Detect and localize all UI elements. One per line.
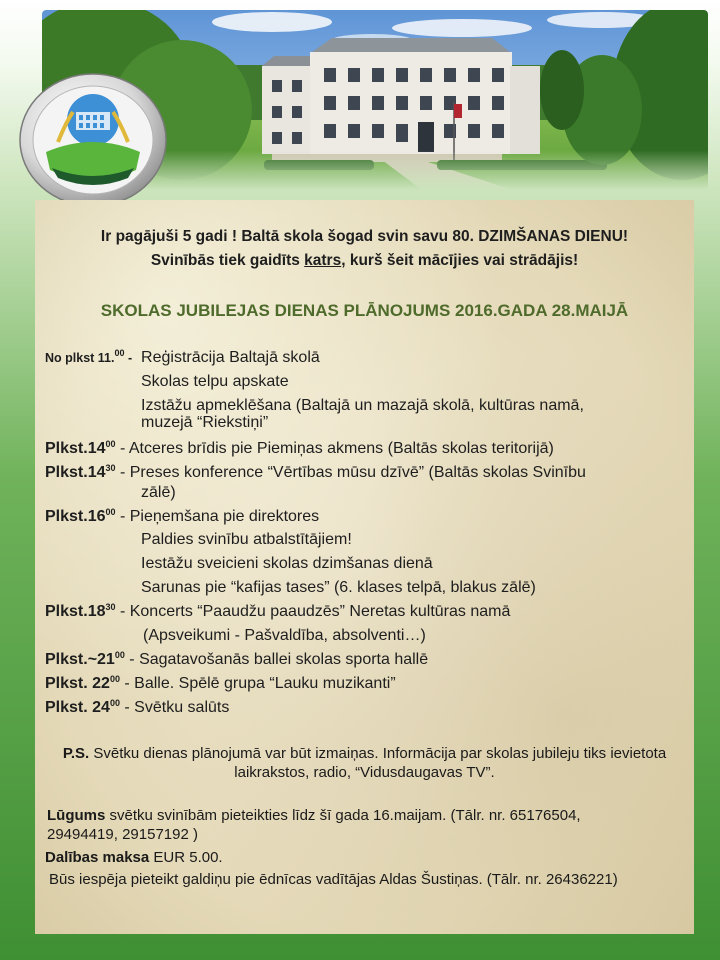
schedule-item-press: $Plkst.14^{30}$ - Preses konference “Vērtības mūsu dzīvē” (Baltās skolas Svinību <box>45 463 586 481</box>
schedule-line-press-2: zālē) <box>141 484 176 501</box>
schedule-item-ball: Plkst. $22^{00}$ - Balle. Spēlē grupa “Lauku muzikanti” <box>45 674 396 692</box>
schedule-item-concert: $Plkst.18^{30}$ - Koncerts “Paaudžu paaudzēs” Neretas kultūras namā <box>45 602 511 620</box>
ps-note: P.S. Svētku dienas plānojumā var būt izmaiņas. Informācija par skolas jubileju tiks ievietota laikrakstos, radio, “Vidusdaugavas TV”. <box>62 745 667 781</box>
schedule-line-museum: muzejā “Riekstiņi” <box>141 414 269 431</box>
schedule-line-coffee: Sarunas pie “kafijas tases” (6. klases telpā, blakus zālē) <box>141 579 536 596</box>
schedule-line-exhibitions: Izstāžu apmeklēšana (Baltajā un mazajā skolā, kultūras namā, <box>141 397 584 414</box>
schedule-line-tour: Skolas telpu apskate <box>141 373 289 390</box>
schedule-line-greetings: Iestāžu sveicieni skolas dzimšanas dienā <box>141 555 433 572</box>
request-phones: 29494419, 29157192 ) <box>47 826 198 843</box>
announcement-parchment <box>35 200 694 934</box>
fee-line: Dalības maksa EUR 5.00. <box>45 849 223 866</box>
schedule-item-registration: No plkst 11.00 - Reģistrācija Baltajā skolā <box>45 348 320 366</box>
schedule-item-prep: $Plkst.\sim 21^{00}$ - Sagatavošanās ballei skolas sporta hallē <box>45 650 429 668</box>
school-logo <box>18 72 168 208</box>
tables-line: Būs iespēja pieteikt galdiņu pie ēdnīcas vadītājas Aldas Šustiņas. (Tālr. nr. 26436221) <box>49 871 618 888</box>
schedule-item-memorial: $Plkst.14^{00}$ - Atceres brīdis pie Piemiņas akmens (Baltās skolas teritorijā) <box>45 439 554 457</box>
intro-line-2: Svinībās tiek gaidīts katrs, kurš šeit mācījies vai strādājis! <box>150 252 579 269</box>
request-line: Lūgums svētku svinībām pieteikties līdz šī gada 16.maijam. (Tālr. nr. 65176504, <box>47 807 581 824</box>
plan-title: SKOLAS JUBILEJAS DIENAS PLĀNOJUMS 2016.GADA 28.MAIJĀ <box>100 301 629 320</box>
schedule-line-thanks: Paldies svinību atbalstītājiem! <box>141 531 352 548</box>
schedule-item-reception: $Plkst.16^{00}$ - Pieņemšana pie direktores <box>45 507 320 525</box>
schedule-item-fireworks: Plkst. $24^{00}$ - Svētku salūts <box>45 698 230 716</box>
intro-line-1: Ir pagājuši 5 gadi ! Baltā skola šogad svin savu 80. DZIMŠANAS DIENU! <box>100 228 629 245</box>
schedule-line-concert-2: (Apsveikumi - Pašvaldība, absolventi…) <box>143 627 426 644</box>
